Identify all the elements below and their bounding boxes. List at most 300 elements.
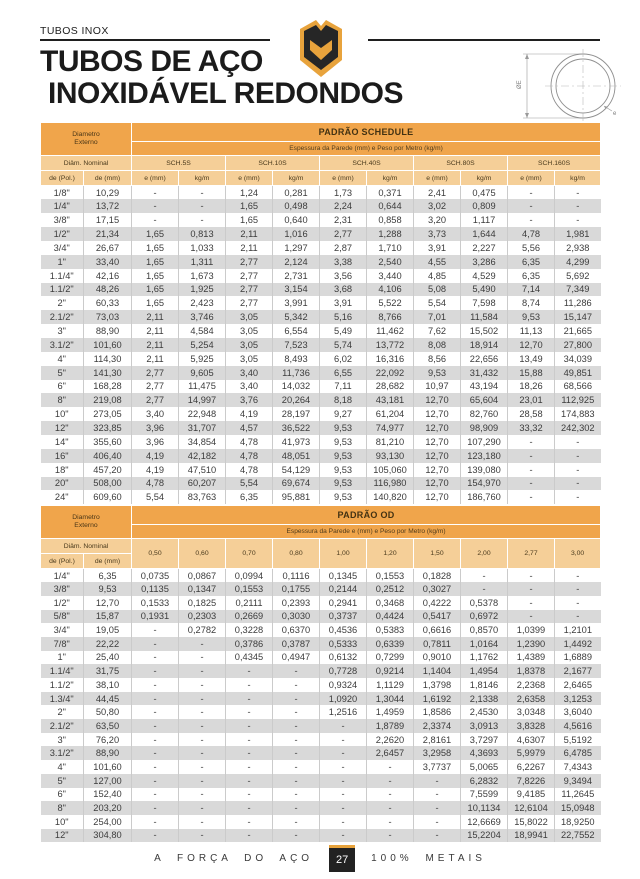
table-cell: 13,772 — [367, 338, 414, 352]
table-cell: - — [273, 760, 320, 774]
table-cell: 1,3044 — [367, 692, 414, 706]
table-cell: 1,65 — [132, 283, 179, 297]
table-cell: 406,40 — [84, 449, 132, 463]
table-cell: 0,1533 — [132, 596, 179, 610]
table-row — [41, 186, 601, 200]
row-label-cell: 6" — [57, 381, 66, 392]
table-cell: - — [320, 760, 367, 774]
nominal-diameter-header: Diâm. Nominal — [41, 539, 132, 554]
schedule-group-header: SCH.5S — [132, 156, 226, 171]
table-cell: 31,707 — [179, 421, 226, 435]
table-row — [41, 255, 601, 269]
table-cell: - — [320, 801, 367, 815]
table-cell: 28,58 — [508, 407, 555, 421]
table-cell: - — [273, 705, 320, 719]
table-cell: - — [320, 815, 367, 829]
row-label-cell: 2.1/2" — [49, 720, 74, 731]
table-cell: 1,117 — [461, 213, 508, 227]
page-title — [40, 46, 403, 110]
table-cell: - — [555, 596, 601, 610]
table-cell: 0,5378 — [461, 596, 508, 610]
table-cell: 50,80 — [84, 705, 132, 719]
table-cell: 5,08 — [414, 283, 461, 297]
table-cell: 0,4424 — [367, 610, 414, 624]
table-cell: 12,70 — [508, 338, 555, 352]
corner-line2: Externo — [74, 139, 98, 146]
table-cell: - — [555, 477, 601, 491]
table-cell: 13,72 — [84, 199, 132, 213]
schedule-table-subtitle: Espessura da Parede (mm) e Peso por Metro (kg/m) — [132, 142, 601, 156]
table-cell: 33,32 — [508, 421, 555, 435]
table-cell: 15,147 — [555, 310, 601, 324]
table-cell: - — [367, 788, 414, 802]
table-row — [41, 463, 601, 477]
table-cell: 168,28 — [84, 380, 132, 394]
table-cell: 1,0164 — [461, 637, 508, 651]
thickness-col-header: 1,50 — [414, 539, 461, 569]
table-cell: 1,710 — [367, 241, 414, 255]
table-cell: 17,15 — [84, 213, 132, 227]
table-cell: 11,2645 — [555, 788, 601, 802]
table-cell: 3,154 — [273, 283, 320, 297]
table-cell: 152,40 — [84, 788, 132, 802]
table-cell: 3,05 — [226, 324, 273, 338]
row-label-cell: 1.1/2" — [49, 679, 74, 690]
sub-col-header: e (mm) — [226, 171, 273, 186]
table-cell: - — [179, 637, 226, 651]
table-cell: 5,490 — [461, 283, 508, 297]
table-cell: 22,7552 — [555, 829, 601, 843]
schedule-group-header: SCH.80S — [414, 156, 508, 171]
row-label-cell: 6" — [57, 789, 66, 800]
table-cell: 0,3030 — [273, 610, 320, 624]
table-cell: 0,0735 — [132, 569, 179, 583]
table-cell: 9,53 — [320, 449, 367, 463]
table-cell: - — [461, 582, 508, 596]
table-cell: 0,2512 — [367, 582, 414, 596]
table-cell: 31,432 — [461, 366, 508, 380]
table-cell: 3,440 — [367, 269, 414, 283]
table-cell: 2,77 — [226, 296, 273, 310]
table-cell: 6,35 — [84, 569, 132, 583]
table-cell: 42,182 — [179, 449, 226, 463]
table-cell: 242,302 — [555, 421, 601, 435]
table-cell: 4,19 — [132, 463, 179, 477]
table-cell: 2,11 — [226, 241, 273, 255]
table-cell: 5,54 — [226, 477, 273, 491]
table-cell: - — [555, 435, 601, 449]
table-cell: 4,19 — [226, 407, 273, 421]
table-cell: 4,78 — [226, 435, 273, 449]
table-cell: 43,194 — [461, 380, 508, 394]
table-cell: 2,77 — [132, 366, 179, 380]
row-label-cell: 1/2" — [53, 229, 70, 239]
table-cell: 5,9979 — [508, 746, 555, 760]
table-cell: 54,129 — [273, 463, 320, 477]
table-row — [41, 393, 601, 407]
table-cell: 1,288 — [367, 227, 414, 241]
table-cell: 5,692 — [555, 269, 601, 283]
table-row — [41, 241, 601, 255]
table-cell: 6,2267 — [508, 760, 555, 774]
row-label-cell: 3/8" — [53, 584, 70, 595]
table-cell: - — [555, 582, 601, 596]
table-row — [41, 733, 601, 747]
table-cell: - — [320, 829, 367, 843]
table-cell: - — [132, 651, 179, 665]
thickness-col-header: 2,77 — [508, 539, 555, 569]
schedule-table — [40, 122, 601, 504]
table-cell: 112,925 — [555, 393, 601, 407]
table-cell: - — [179, 692, 226, 706]
table-row — [41, 815, 601, 829]
row-label-cell: 10" — [54, 409, 69, 420]
table-cell: 0,1755 — [273, 582, 320, 596]
table-cell: - — [179, 746, 226, 760]
row-label-cell: 7/8" — [53, 638, 70, 649]
table-cell: 116,980 — [367, 477, 414, 491]
table-cell: 1,644 — [461, 227, 508, 241]
table-cell: - — [320, 719, 367, 733]
schedule-group-header: SCH.40S — [320, 156, 414, 171]
table-cell: 3,40 — [132, 407, 179, 421]
table-cell: - — [273, 829, 320, 843]
sub-col-header: kg/m — [273, 171, 320, 186]
row-label-cell: 1.1/4" — [49, 666, 74, 677]
table-row — [41, 596, 601, 610]
table-cell: 0,7728 — [320, 664, 367, 678]
table-cell: 9,53 — [320, 463, 367, 477]
table-cell: - — [132, 733, 179, 747]
corner-line1: Diametro — [72, 513, 100, 521]
table-cell: 14,997 — [179, 393, 226, 407]
table-row — [41, 801, 601, 815]
table-cell: - — [414, 788, 461, 802]
thickness-col-header: 1,20 — [367, 539, 414, 569]
table-cell: 11,286 — [555, 296, 601, 310]
table-cell: 28,682 — [367, 380, 414, 394]
table-cell: 2,77 — [132, 393, 179, 407]
table-cell: 0,1347 — [179, 582, 226, 596]
table-cell: 3,7297 — [461, 733, 508, 747]
table-cell: 105,060 — [367, 463, 414, 477]
table-cell: 2,540 — [367, 255, 414, 269]
table-cell: - — [132, 186, 179, 200]
table-cell: 76,20 — [84, 733, 132, 747]
table-cell: 0,498 — [273, 199, 320, 213]
table-row — [41, 678, 601, 692]
table-cell: 0,813 — [179, 227, 226, 241]
table-cell: 7,11 — [320, 380, 367, 394]
table-cell: 5,54 — [132, 490, 179, 504]
table-cell: 8,493 — [273, 352, 320, 366]
table-cell: 31,75 — [84, 664, 132, 678]
table-cell: - — [273, 692, 320, 706]
table-cell: - — [508, 449, 555, 463]
table-cell: 69,674 — [273, 477, 320, 491]
table-row — [41, 199, 601, 213]
table-cell: 41,973 — [273, 435, 320, 449]
table-cell: 3,991 — [273, 296, 320, 310]
table-cell: 1,65 — [132, 269, 179, 283]
table-cell: - — [179, 705, 226, 719]
table-cell: 3,68 — [320, 283, 367, 297]
table-cell: 10,97 — [414, 380, 461, 394]
table-cell: 2,731 — [273, 269, 320, 283]
table-cell: - — [179, 213, 226, 227]
table-cell: 9,53 — [508, 310, 555, 324]
table-cell: 9,53 — [84, 582, 132, 596]
table-row — [41, 623, 601, 637]
table-cell: 44,45 — [84, 692, 132, 706]
table-cell: 15,88 — [508, 366, 555, 380]
table-cell: 5,342 — [273, 310, 320, 324]
table-cell: 0,1828 — [414, 569, 461, 583]
table-row — [41, 338, 601, 352]
table-cell: - — [555, 610, 601, 624]
table-cell: - — [226, 788, 273, 802]
table-cell: 5,56 — [508, 241, 555, 255]
table-cell: 0,809 — [461, 199, 508, 213]
table-row — [41, 760, 601, 774]
table-cell: 15,502 — [461, 324, 508, 338]
table-cell: 0,6132 — [320, 651, 367, 665]
table-row — [41, 477, 601, 491]
table-cell: 7,349 — [555, 283, 601, 297]
row-label-cell: 4" — [57, 353, 66, 364]
table-cell: 12,70 — [414, 477, 461, 491]
page-number: 27 — [335, 854, 349, 866]
table-row — [41, 421, 601, 435]
table-cell: 1,033 — [179, 241, 226, 255]
table-cell: 9,605 — [179, 366, 226, 380]
table-row — [41, 705, 601, 719]
row-label-cell: 12" — [54, 830, 69, 841]
table-cell: 7,523 — [273, 338, 320, 352]
table-cell: - — [179, 815, 226, 829]
table-cell: 3,56 — [320, 269, 367, 283]
row-label-cell: 5" — [57, 775, 66, 786]
col-header-inches: de (Pol.) — [41, 554, 84, 569]
table-cell: 0,475 — [461, 186, 508, 200]
table-row — [41, 490, 601, 504]
table-cell: 3,05 — [226, 310, 273, 324]
table-cell: 1,673 — [179, 269, 226, 283]
table-cell: - — [508, 199, 555, 213]
table-cell: 1,24 — [226, 186, 273, 200]
table-cell: 7,14 — [508, 283, 555, 297]
table-cell: 60,207 — [179, 477, 226, 491]
row-label-cell: 1/2" — [53, 597, 70, 608]
table-cell: 4,78 — [226, 463, 273, 477]
row-label-cell: 1" — [57, 256, 66, 267]
table-cell: 4,19 — [132, 449, 179, 463]
table-cell: 0,2303 — [179, 610, 226, 624]
table-cell: - — [367, 829, 414, 843]
table-cell: 12,70 — [414, 463, 461, 477]
table-cell: 6,55 — [320, 366, 367, 380]
table-cell: - — [508, 186, 555, 200]
table-cell: 0,1825 — [179, 596, 226, 610]
table-cell: 6,35 — [508, 269, 555, 283]
table-cell: 101,60 — [84, 338, 132, 352]
table-cell: - — [226, 719, 273, 733]
row-label-cell: 2.1/2" — [49, 312, 74, 323]
table-cell: - — [273, 801, 320, 815]
table-cell: 6,2832 — [461, 774, 508, 788]
table-cell: 4,78 — [226, 449, 273, 463]
table-cell: 0,3737 — [320, 610, 367, 624]
table-row — [41, 774, 601, 788]
table-cell: 7,01 — [414, 310, 461, 324]
table-cell: 25,40 — [84, 651, 132, 665]
table-cell: 1,1129 — [367, 678, 414, 692]
table-cell: 63,50 — [84, 719, 132, 733]
table-cell: 0,2144 — [320, 582, 367, 596]
table-cell: 273,05 — [84, 407, 132, 421]
table-cell: 2,31 — [320, 213, 367, 227]
table-cell: - — [367, 815, 414, 829]
table-cell: 10,1134 — [461, 801, 508, 815]
table-cell: 1,016 — [273, 227, 320, 241]
table-cell: 0,1345 — [320, 569, 367, 583]
table-cell: - — [179, 760, 226, 774]
thickness-col-header: 0,80 — [273, 539, 320, 569]
table-cell: 7,8226 — [508, 774, 555, 788]
table-cell: 9,3494 — [555, 774, 601, 788]
table-cell: 2,1677 — [555, 664, 601, 678]
table-cell: 1,4954 — [461, 664, 508, 678]
row-label-cell: 20" — [54, 478, 69, 489]
row-label-cell: 1.3/4" — [49, 693, 74, 704]
table-cell: 0,0867 — [179, 569, 226, 583]
row-label-cell: 3/8" — [53, 215, 70, 226]
table-cell: 3,76 — [226, 393, 273, 407]
table-cell: 16,316 — [367, 352, 414, 366]
table-cell: 0,7299 — [367, 651, 414, 665]
table-cell: 2,1338 — [461, 692, 508, 706]
row-label-cell: 1" — [57, 652, 66, 663]
row-label-cell: 10" — [54, 816, 69, 827]
row-label-cell: 5/8" — [53, 611, 70, 622]
row-label-cell: 18" — [54, 464, 69, 475]
table-cell: 21,665 — [555, 324, 601, 338]
table-cell: 1,3798 — [414, 678, 461, 692]
table-cell: 9,53 — [320, 490, 367, 504]
table-cell: 0,5333 — [320, 637, 367, 651]
table-cell: 1,4389 — [508, 651, 555, 665]
schedule-group-header: SCH.160S — [508, 156, 601, 171]
thickness-col-header: 0,50 — [132, 539, 179, 569]
table-cell: 4,85 — [414, 269, 461, 283]
table-cell: 3,7737 — [414, 760, 461, 774]
table-cell: 0,3468 — [367, 596, 414, 610]
table-cell: - — [414, 829, 461, 843]
table-cell: - — [132, 801, 179, 815]
table-cell: 12,70 — [414, 490, 461, 504]
table-cell: 1,65 — [132, 255, 179, 269]
table-cell: - — [179, 733, 226, 747]
table-cell: 4,106 — [367, 283, 414, 297]
schedule-table-title: PADRÃO SCHEDULE — [132, 123, 601, 142]
table-row — [41, 435, 601, 449]
table-cell: 47,510 — [179, 463, 226, 477]
table-cell: 0,6339 — [367, 637, 414, 651]
section-label: TUBOS INOX — [40, 25, 109, 37]
table-cell: 15,2204 — [461, 829, 508, 843]
table-cell: - — [508, 435, 555, 449]
table-cell: 2,6358 — [508, 692, 555, 706]
table-cell: 82,760 — [461, 407, 508, 421]
row-label-cell: 8" — [57, 803, 66, 814]
thickness-col-header: 3,00 — [555, 539, 601, 569]
table-cell: 4,78 — [132, 477, 179, 491]
table-cell: 19,05 — [84, 623, 132, 637]
table-cell: 0,640 — [273, 213, 320, 227]
table-cell: - — [414, 815, 461, 829]
table-cell: 1,0920 — [320, 692, 367, 706]
table-cell: 11,475 — [179, 380, 226, 394]
table-cell: 0,3786 — [226, 637, 273, 651]
table-cell: 0,1553 — [367, 569, 414, 583]
thickness-col-header: 0,70 — [226, 539, 273, 569]
table-cell: 12,70 — [414, 407, 461, 421]
schedule-corner-header — [41, 123, 132, 156]
table-cell: - — [132, 637, 179, 651]
table-cell: 0,6616 — [414, 623, 461, 637]
table-cell: - — [508, 582, 555, 596]
od-table-title: PADRÃO OD — [132, 506, 601, 525]
table-cell: 174,883 — [555, 407, 601, 421]
row-label-cell: 1/8" — [53, 187, 70, 198]
table-cell: 88,90 — [84, 746, 132, 760]
table-cell: - — [226, 774, 273, 788]
table-cell: - — [320, 788, 367, 802]
row-label-cell: 1.1/4" — [49, 270, 74, 281]
thickness-col-header: 0,60 — [179, 539, 226, 569]
table-cell: 1,65 — [226, 199, 273, 213]
thickness-col-header: 1,00 — [320, 539, 367, 569]
table-cell: 4,6307 — [508, 733, 555, 747]
table-cell: 203,20 — [84, 801, 132, 815]
table-cell: 1,65 — [226, 213, 273, 227]
table-cell: 1,4492 — [555, 637, 601, 651]
table-cell: 8,56 — [414, 352, 461, 366]
table-cell: 34,039 — [555, 352, 601, 366]
table-cell: 6,02 — [320, 352, 367, 366]
table-cell: 3,40 — [226, 366, 273, 380]
od-table — [40, 505, 601, 842]
table-cell: 12,70 — [414, 393, 461, 407]
table-cell: - — [132, 829, 179, 843]
footer-slogan-left: A FORÇA DO AÇO — [154, 853, 314, 864]
table-cell: - — [179, 678, 226, 692]
table-cell: 0,3228 — [226, 623, 273, 637]
table-cell: 1,8146 — [461, 678, 508, 692]
table-cell: 3,286 — [461, 255, 508, 269]
table-cell: 1,6889 — [555, 651, 601, 665]
table-cell: 6,35 — [508, 255, 555, 269]
table-cell: 3,0348 — [508, 705, 555, 719]
corner-line1: Diametro — [72, 130, 100, 138]
table-cell: 0,5383 — [367, 623, 414, 637]
table-cell: 2,87 — [320, 241, 367, 255]
table-cell: 101,60 — [84, 760, 132, 774]
table-cell: 4,584 — [179, 324, 226, 338]
table-cell: 3,20 — [414, 213, 461, 227]
table-row — [41, 380, 601, 394]
table-cell: 0,2393 — [273, 596, 320, 610]
